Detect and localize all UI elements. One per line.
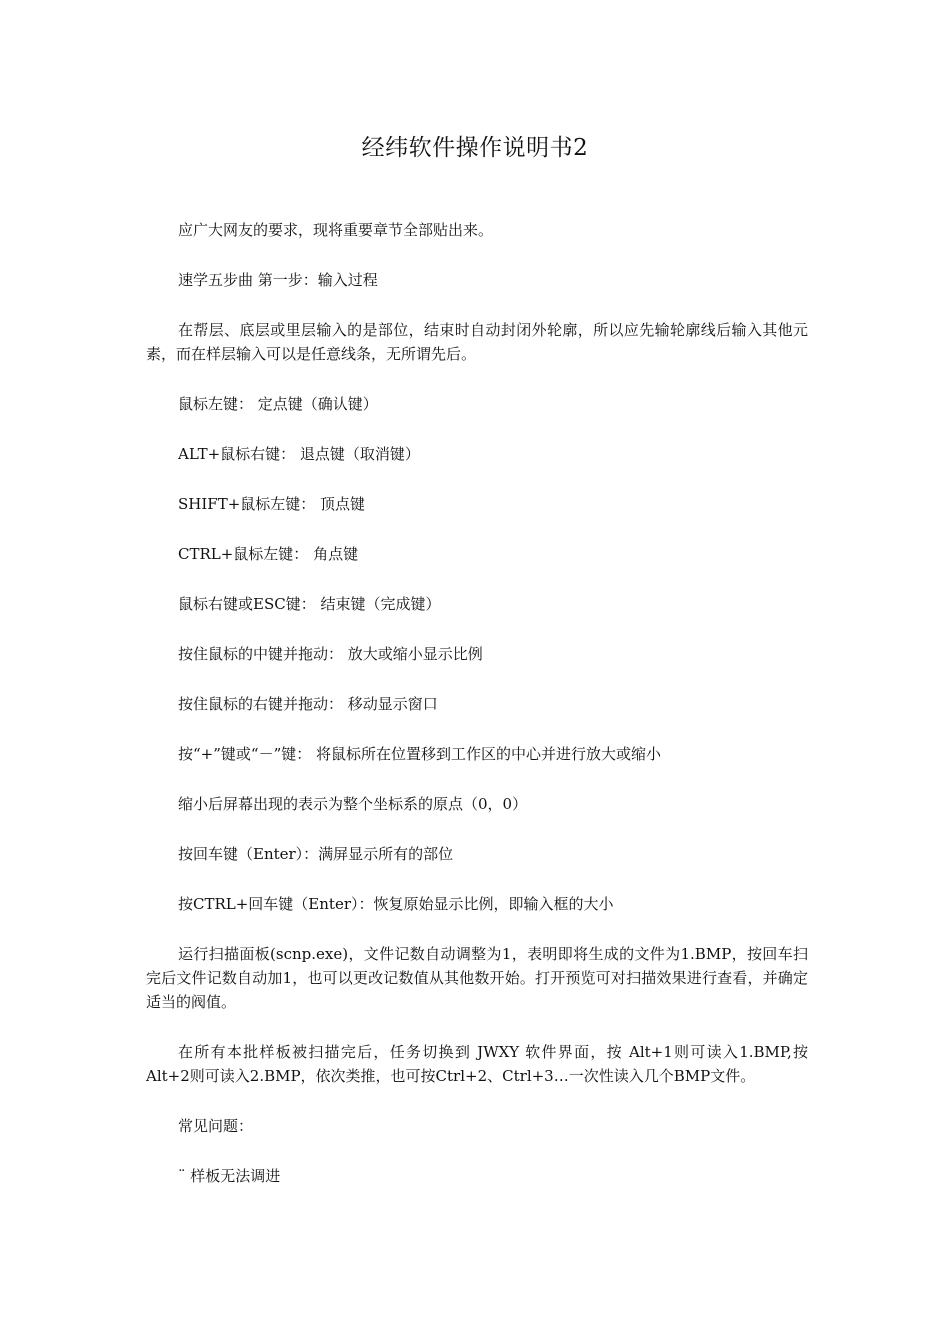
- paragraph-plus-minus-keys: 按“+”键或“－”键： 将鼠标所在位置移到工作区的中心并进行放大或缩小: [178, 745, 662, 763]
- paragraph-step-heading: 速学五步曲 第一步：输入过程: [178, 271, 378, 289]
- document-title: 经纬软件操作说明书2: [361, 135, 589, 161]
- paragraph-input-description: 在帮层、底层或里层输入的是部位，结束时自动封闭外轮廓，所以应先输轮廓线后输入其他元素，而在样层输入可以是任意线条，无所谓先后。: [146, 321, 808, 363]
- paragraph-ctrl-enter-key: 按CTRL+回车键（Enter）：恢复原始显示比例，即输入框的大小: [178, 895, 614, 913]
- paragraph-right-click-esc: 鼠标右键或ESC键： 结束键（完成键）: [178, 595, 441, 613]
- document-body: [146, 218, 808, 1188]
- paragraph-ctrl-left-click: CTRL+鼠标左键： 角点键: [178, 545, 359, 563]
- paragraph-origin-note: 缩小后屏幕出现的表示为整个坐标系的原点（0，0）: [178, 795, 528, 813]
- paragraph-enter-key: 按回车键（Enter）：满屏显示所有的部位: [178, 845, 454, 863]
- paragraph-alt-right-click: ALT+鼠标右键： 退点键（取消键）: [178, 445, 420, 463]
- paragraph-left-click: 鼠标左键： 定点键（确认键）: [178, 395, 378, 413]
- paragraph-read-bmp: 在所有本批样板被扫描完后，任务切换到 JWXY 软件界面，按 Alt+1则可读入1.BMP,按 Alt+2则可读入2.BMP，依次类推，也可按Ctrl+2、Ctrl+3…一次性读入几个BMP文件。: [146, 1043, 808, 1085]
- paragraph-intro: 应广大网友的要求，现将重要章节全部贴出来。: [178, 221, 494, 239]
- paragraph-scan-panel: 运行扫描面板(scnp.exe)，文件记数自动调整为1，表明即将生成的文件为1.BMP，按回车扫完后文件记数自动加1，也可以更改记数值从其他数开始。打开预览可对扫描效果进行查看，并确定适当的阀值。: [146, 945, 808, 1011]
- paragraph-right-drag: 按住鼠标的右键并拖动： 移动显示窗口: [178, 695, 438, 713]
- paragraph-middle-drag: 按住鼠标的中键并拖动： 放大或缩小显示比例: [178, 645, 483, 663]
- paragraph-faq-item: ¨ 样板无法调进: [178, 1167, 281, 1185]
- paragraph-faq-heading: 常见问题：: [178, 1117, 254, 1135]
- paragraph-shift-left-click: SHIFT+鼠标左键： 顶点键: [178, 495, 366, 513]
